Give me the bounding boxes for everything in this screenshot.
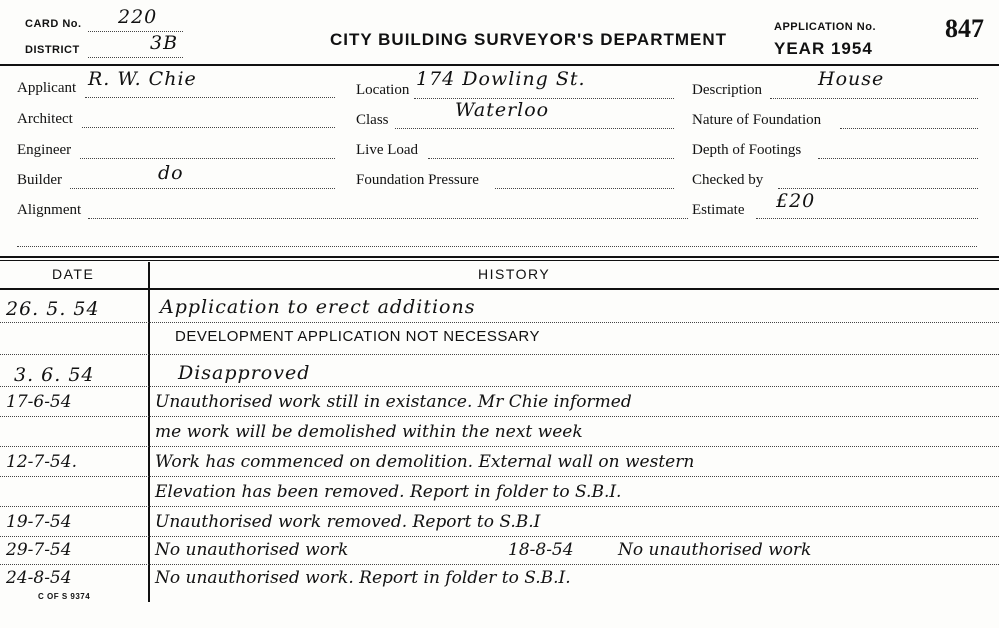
checked-by-label: Checked by [692, 172, 764, 188]
engineer-label: Engineer [17, 142, 72, 158]
history-text: Disapproved [178, 362, 311, 384]
development-stamp: DEVELOPMENT APPLICATION NOT NECESSARY [175, 328, 540, 345]
history-date: 24-8-54 [6, 568, 72, 588]
architect-label: Architect [17, 111, 73, 127]
builder-label: Builder [17, 172, 62, 188]
history-date: 3. 6. 54 [14, 364, 95, 386]
location-label: Location [356, 82, 410, 98]
builder-value: do [158, 162, 184, 184]
nature-of-foundation-label: Nature of Foundation [692, 112, 822, 128]
department-title: CITY BUILDING SURVEYOR'S DEPARTMENT [330, 30, 728, 49]
card-no-value: 220 [118, 6, 158, 28]
depth-of-footings-label: Depth of Footings [692, 142, 802, 158]
location-value: 174 Dowling St. [416, 68, 586, 90]
history-date: 26. 5. 54 [6, 298, 100, 320]
history-text: Work has commenced on demolition. External wall on western [155, 452, 695, 472]
class-label: Class [356, 112, 389, 128]
district-label: DISTRICT [25, 44, 80, 56]
history-date: 29-7-54 [6, 540, 72, 560]
history-text: No unauthorised work [155, 540, 349, 560]
history-text: me work will be demolished within the next week [155, 422, 583, 442]
history-date: 17-6-54 [6, 392, 72, 412]
district-value: 3B [150, 32, 179, 54]
history-text: Unauthorised work removed. Report to S.B.I [155, 512, 541, 532]
estimate-label: Estimate [692, 202, 745, 218]
applicant-label: Applicant [17, 80, 77, 96]
estimate-value: £20 [776, 190, 816, 212]
card-no-label: CARD No. [25, 18, 82, 30]
history-column-header: HISTORY [478, 266, 551, 282]
year-label: YEAR 1954 [774, 39, 873, 58]
history-extra-text: No unauthorised work [618, 540, 812, 560]
applicant-value: R. W. Chie [88, 68, 197, 90]
history-text: Application to erect additions [160, 296, 476, 318]
application-no-value: 847 [945, 14, 984, 43]
history-extra-date: 18-8-54 [508, 540, 574, 560]
live-load-label: Live Load [356, 142, 419, 158]
form-code: C OF S 9374 [38, 592, 91, 601]
date-column-header: DATE [52, 266, 95, 282]
history-text: No unauthorised work. Report in folder to S.B.I. [155, 568, 571, 588]
history-date: 12-7-54. [6, 452, 77, 472]
alignment-label: Alignment [17, 202, 82, 218]
class-value: Waterloo [455, 99, 550, 121]
description-value: House [818, 68, 885, 90]
foundation-pressure-label: Foundation Pressure [356, 172, 479, 188]
description-label: Description [692, 82, 762, 98]
history-text: Elevation has been removed. Report in folder to S.B.I. [155, 482, 622, 502]
history-date: 19-7-54 [6, 512, 72, 532]
history-text: Unauthorised work still in existance. Mr Chie informed [155, 392, 632, 412]
application-no-label: APPLICATION No. [774, 21, 877, 33]
